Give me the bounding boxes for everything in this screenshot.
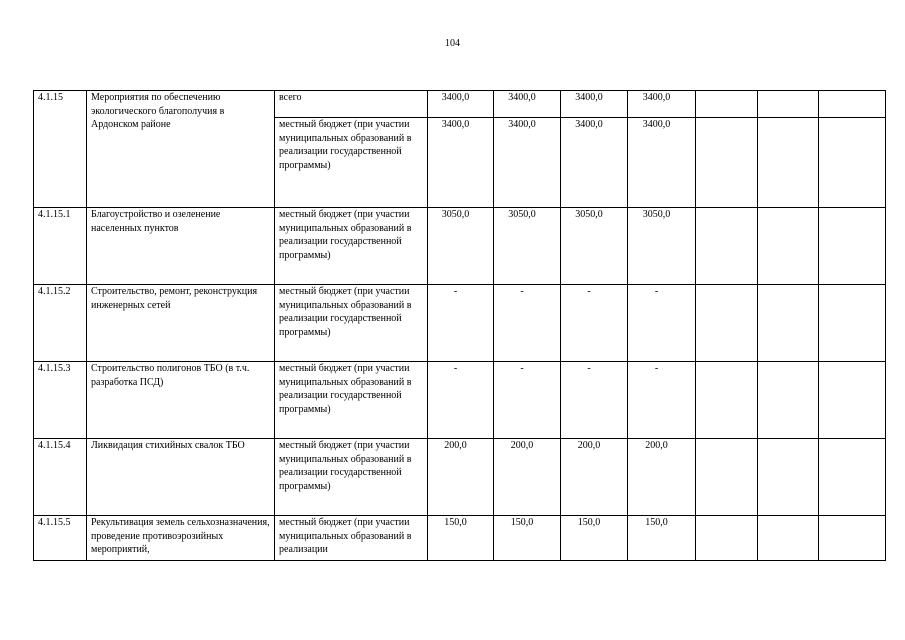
funding-source: местный бюджет (при участии муниципальных образований в реализации государственной программы) — [275, 362, 428, 439]
value-cell: 3400,0 — [428, 118, 494, 208]
table-row — [34, 516, 886, 561]
row-name: Ликвидация стихийных свалок ТБО — [87, 439, 275, 516]
row-name: Рекультивация земель сельхозназначения, проведение противоэрозийных мероприятий, — [87, 516, 275, 561]
row-code: 4.1.15.2 — [34, 285, 87, 362]
empty-cell — [758, 516, 819, 561]
empty-cell — [696, 285, 758, 362]
empty-cell — [696, 516, 758, 561]
table-row — [34, 208, 886, 285]
value-cell: 3400,0 — [428, 91, 494, 118]
empty-cell — [758, 439, 819, 516]
value-cell: 3400,0 — [628, 91, 696, 118]
value-cell: - — [628, 362, 696, 439]
value-cell: 150,0 — [628, 516, 696, 561]
row-code: 4.1.15.1 — [34, 208, 87, 285]
funding-source: местный бюджет (при участии муниципальных образований в реализации государственной программы) — [275, 118, 428, 208]
empty-cell — [758, 285, 819, 362]
value-cell: - — [628, 285, 696, 362]
value-cell: - — [561, 362, 628, 439]
empty-cell — [696, 208, 758, 285]
empty-cell — [819, 285, 886, 362]
value-cell: 3400,0 — [494, 91, 561, 118]
row-name: Мероприятия по обеспечению экологического благополучия в Ардонском районе — [87, 91, 275, 208]
value-cell: 150,0 — [428, 516, 494, 561]
empty-cell — [819, 439, 886, 516]
empty-cell — [758, 91, 819, 118]
page-number: 104 — [445, 38, 460, 49]
value-cell: - — [494, 285, 561, 362]
value-cell: 3050,0 — [628, 208, 696, 285]
row-code: 4.1.15.3 — [34, 362, 87, 439]
value-cell: 3400,0 — [494, 118, 561, 208]
empty-cell — [758, 208, 819, 285]
value-cell: 200,0 — [428, 439, 494, 516]
row-name: Благоустройство и озеленение населенных пунктов — [87, 208, 275, 285]
value-cell: 200,0 — [561, 439, 628, 516]
empty-cell — [819, 118, 886, 208]
budget-table — [33, 90, 886, 561]
empty-cell — [819, 516, 886, 561]
funding-source: местный бюджет (при участии муниципальных образований в реализации — [275, 516, 428, 561]
empty-cell — [819, 208, 886, 285]
table-row — [34, 439, 886, 516]
table-row — [34, 285, 886, 362]
empty-cell — [819, 362, 886, 439]
row-code: 4.1.15 — [34, 91, 87, 208]
table-row — [34, 91, 886, 118]
empty-cell — [819, 91, 886, 118]
value-cell: 3400,0 — [561, 91, 628, 118]
value-cell: - — [494, 362, 561, 439]
row-code: 4.1.15.5 — [34, 516, 87, 561]
empty-cell — [696, 118, 758, 208]
row-code: 4.1.15.4 — [34, 439, 87, 516]
row-name: Строительство полигонов ТБО (в т.ч. разработка ПСД) — [87, 362, 275, 439]
empty-cell — [758, 362, 819, 439]
value-cell: 200,0 — [494, 439, 561, 516]
value-cell: - — [428, 362, 494, 439]
funding-source: всего — [275, 91, 428, 118]
value-cell: - — [561, 285, 628, 362]
funding-source: местный бюджет (при участии муниципальных образований в реализации государственной программы) — [275, 439, 428, 516]
value-cell: 150,0 — [494, 516, 561, 561]
value-cell: 3400,0 — [561, 118, 628, 208]
value-cell: 3400,0 — [628, 118, 696, 208]
funding-source: местный бюджет (при участии муниципальных образований в реализации государственной программы) — [275, 285, 428, 362]
empty-cell — [696, 439, 758, 516]
value-cell: 200,0 — [628, 439, 696, 516]
empty-cell — [696, 91, 758, 118]
value-cell: 3050,0 — [561, 208, 628, 285]
table-row — [34, 362, 886, 439]
value-cell: 3050,0 — [428, 208, 494, 285]
value-cell: - — [428, 285, 494, 362]
empty-cell — [696, 362, 758, 439]
funding-source: местный бюджет (при участии муниципальных образований в реализации государственной программы) — [275, 208, 428, 285]
empty-cell — [758, 118, 819, 208]
value-cell: 3050,0 — [494, 208, 561, 285]
value-cell: 150,0 — [561, 516, 628, 561]
row-name: Строительство, ремонт, реконструкция инженерных сетей — [87, 285, 275, 362]
